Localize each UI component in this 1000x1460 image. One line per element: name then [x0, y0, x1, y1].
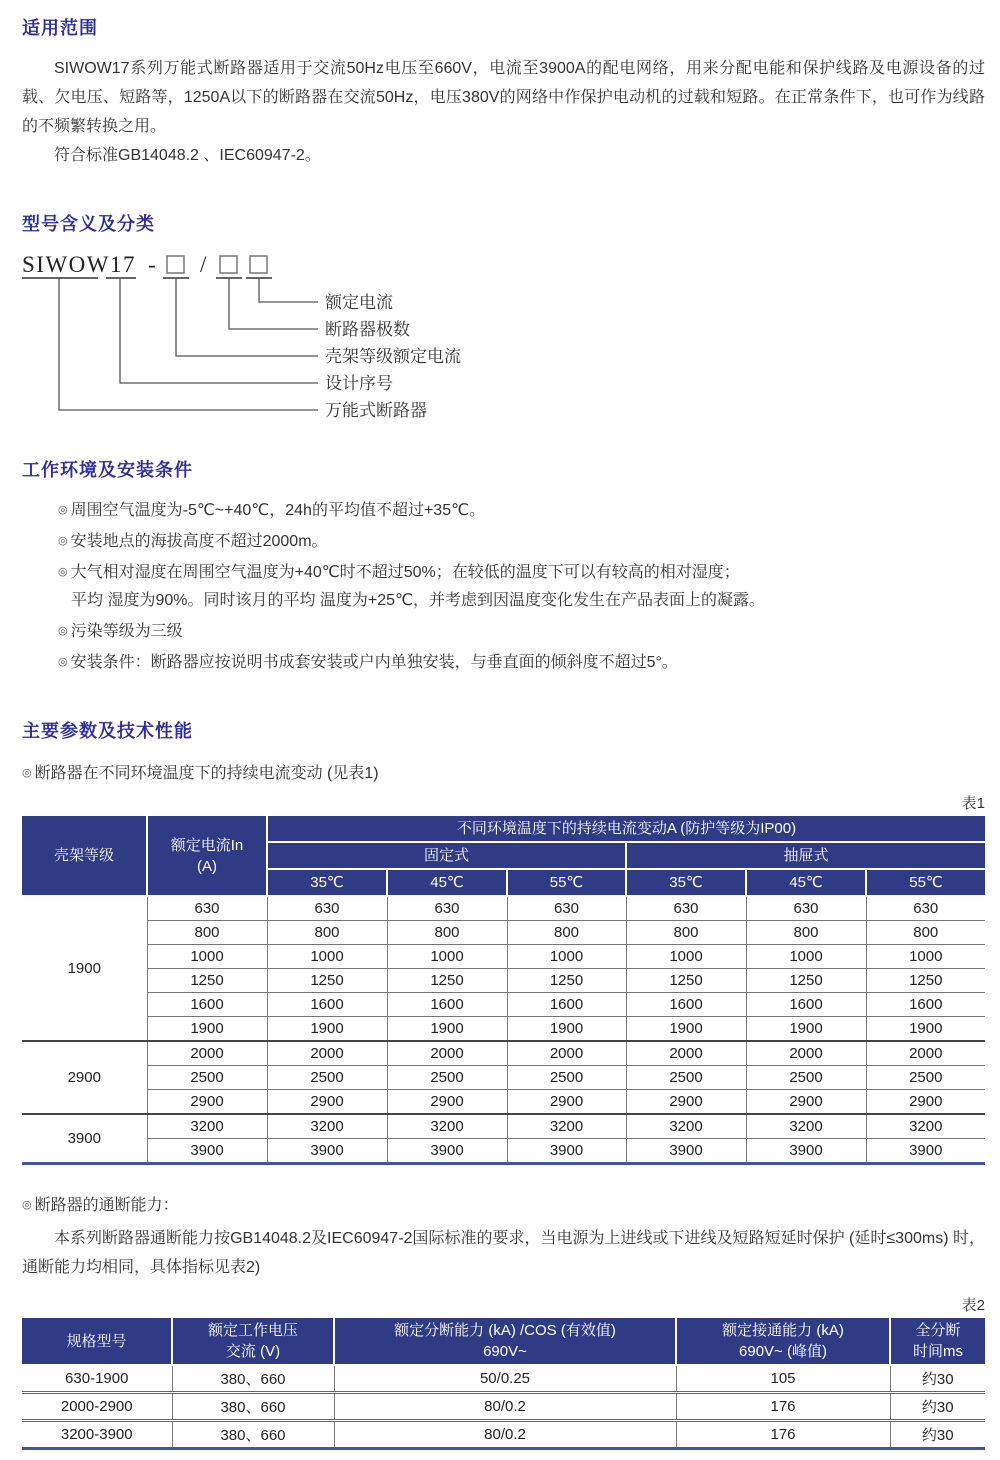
environment-bullet: [58, 558, 985, 615]
table2-cell: 50/0.25: [334, 1365, 676, 1393]
model-prefix-text: SIWOW: [22, 252, 110, 277]
current-value-cell: 630: [267, 896, 387, 921]
table1-header-temp: 55℃: [866, 869, 985, 896]
current-value-cell: 1250: [866, 969, 985, 993]
table2-header-voltage-line1: 额定工作电压: [207, 1322, 298, 1339]
table2-cell: 176: [676, 1421, 890, 1449]
current-value-cell: 2900: [267, 1090, 387, 1115]
model-label-rated-current: 额定电流: [325, 293, 393, 312]
environment-heading: 工作环境及安装条件: [22, 460, 193, 480]
table2-cell: 105: [676, 1365, 890, 1393]
table1-header-temp: 55℃: [507, 869, 626, 896]
current-value-cell: 2000: [866, 1041, 985, 1066]
model-series-text: 17: [110, 252, 136, 277]
scope-standards: 符合标准GB14048.2 、IEC60947-2。: [54, 147, 321, 164]
bullet-icon: ◎: [58, 625, 68, 637]
table2-cell: 80/0.2: [334, 1421, 676, 1449]
scope-paragraph: SIWOW17系列万能式断路器适用于交流50Hz电压至660V，电流至3900A的配电网络，用来分配电能和保护线路及电源设备的过载、欠电压、短路等，1250A以下的断路器在交流50Hz，电压380V的网络中作保护电动机的过载和短路。在正常条件下，也可作为线路的不频繁转换之用。: [22, 60, 985, 135]
current-value-cell: 2900: [866, 1090, 985, 1115]
table1-row: [22, 945, 985, 969]
leader-line-breaker-type: [59, 278, 318, 410]
table1-row: [22, 1090, 985, 1115]
table2-cell: 80/0.2: [334, 1393, 676, 1421]
table2-header: [22, 1318, 985, 1365]
environment-bullet-text-line2: 平均 湿度为90%。同时该月的平均 温度为+25℃，并考虑到因温度变化发生在产品表面上的凝露。: [71, 592, 766, 609]
table1-header-rated-current-line1: 额定电流In: [170, 836, 244, 854]
table1-row: [22, 993, 985, 1017]
current-value-cell: 630: [626, 896, 746, 921]
table2-cell: 630-1900: [22, 1365, 172, 1393]
environment-bullet: [58, 648, 985, 677]
current-value-cell: 2900: [507, 1090, 626, 1115]
current-value-cell: 2900: [746, 1090, 866, 1115]
current-value-cell: 3900: [147, 1139, 267, 1164]
environment-bullet: [58, 527, 985, 556]
table2-cell: 约30: [890, 1365, 985, 1393]
table2-cell: 约30: [890, 1393, 985, 1421]
model-label-design-serial: 设计序号: [325, 374, 393, 393]
model-box-poles: [220, 256, 237, 273]
table1-row: [22, 969, 985, 993]
frame-grade-cell: 3900: [22, 1114, 147, 1164]
table2-header-making: [676, 1318, 890, 1365]
current-value-cell: 2500: [387, 1066, 507, 1090]
table2-caption: 表2: [961, 1297, 985, 1314]
current-value-cell: 2500: [866, 1066, 985, 1090]
current-value-cell: 1250: [147, 969, 267, 993]
table2-header-breaking: [334, 1318, 676, 1365]
current-value-cell: 1900: [866, 1017, 985, 1042]
current-value-cell: 2500: [746, 1066, 866, 1090]
current-value-cell: 630: [866, 896, 985, 921]
current-value-cell: 1600: [147, 993, 267, 1017]
current-value-cell: 3900: [387, 1139, 507, 1164]
current-value-cell: 2000: [626, 1041, 746, 1066]
table1-body: [22, 896, 985, 1164]
current-value-cell: 1900: [147, 1017, 267, 1042]
current-value-cell: 2000: [147, 1041, 267, 1066]
current-value-cell: 1000: [626, 945, 746, 969]
leader-line-poles: [229, 278, 318, 329]
current-value-cell: 3900: [267, 1139, 387, 1164]
current-value-cell: 3900: [507, 1139, 626, 1164]
leader-line-frame-current: [176, 278, 318, 356]
current-value-cell: 2500: [507, 1066, 626, 1090]
current-value-cell: 3200: [267, 1114, 387, 1139]
bullet-icon: ◎: [22, 767, 32, 779]
environment-bullet-list: [22, 496, 985, 677]
current-value-cell: 1900: [626, 1017, 746, 1042]
model-structure-diagram: [22, 250, 985, 428]
current-value-cell: 1000: [267, 945, 387, 969]
table2-body: [22, 1365, 985, 1449]
table1-header-rated-current-line2: (A): [197, 857, 217, 875]
environment-bullet: [58, 617, 985, 646]
environment-bullet-text: 大气相对湿度在周围空气温度为+40℃时不超过50%；在较低的温度下可以有较高的相对湿度；: [70, 564, 740, 581]
current-value-cell: 630: [387, 896, 507, 921]
bullet-icon: ◎: [22, 1199, 32, 1211]
model-box-rated-current: [250, 256, 267, 273]
current-value-cell: 1000: [387, 945, 507, 969]
current-value-cell: 3200: [387, 1114, 507, 1139]
current-value-cell: 1250: [507, 969, 626, 993]
current-value-cell: 630: [507, 896, 626, 921]
bullet-icon: ◎: [58, 566, 68, 578]
table2-header-voltage-line2: 交流 (V): [225, 1343, 281, 1360]
table-breaking-capacity: [22, 1318, 985, 1450]
table1-row: [22, 1114, 985, 1139]
current-value-cell: 3900: [866, 1139, 985, 1164]
model-dash-text: -: [148, 252, 158, 277]
parameters-note-text: 断路器在不同环境温度下的持续电流变动 (见表1): [34, 765, 379, 782]
current-value-cell: 1250: [267, 969, 387, 993]
current-value-cell: 1250: [626, 969, 746, 993]
table2-cell: 380、660: [172, 1393, 334, 1421]
table2-header-making-line1: 额定接通能力 (kA): [722, 1322, 844, 1339]
table2-cell: 约30: [921, 1427, 954, 1444]
table2-header-time-line1: 全分断: [915, 1322, 961, 1339]
table1-caption: 表1: [961, 795, 985, 812]
current-value-cell: 2000: [267, 1041, 387, 1066]
current-value-cell: 1900: [267, 1017, 387, 1042]
bullet-icon: ◎: [58, 535, 68, 547]
model-box-frame-current: [167, 256, 184, 273]
current-value-cell: 1600: [267, 993, 387, 1017]
model-label-frame-current: 壳架等级额定电流: [325, 347, 461, 366]
table1-header-temp: 45℃: [746, 869, 866, 896]
leader-line-rated-current: [259, 278, 318, 302]
table1-row: [22, 1041, 985, 1066]
current-value-cell: 3200: [507, 1114, 626, 1139]
table1-row: [22, 921, 985, 945]
table1-row: [22, 1066, 985, 1090]
current-value-cell: 1600: [507, 993, 626, 1017]
environment-bullet-text: 周围空气温度为-5℃~+40℃，24h的平均值不超过+35℃。: [70, 502, 486, 519]
table2-header-breaking-line1: 额定分断能力 (kA) /COS (有效值): [394, 1322, 616, 1339]
current-value-cell: 1900: [507, 1017, 626, 1042]
current-value-cell: 2500: [626, 1066, 746, 1090]
environment-bullet-text: 安装条件：断路器应按说明书成套安装或户内单独安装，与垂直面的倾斜度不超过5°。: [70, 654, 678, 671]
table2-header-time: [890, 1318, 985, 1365]
table2-header-breaking-line2: 690V~: [483, 1343, 527, 1360]
current-value-cell: 1000: [866, 945, 985, 969]
current-value-cell: 800: [387, 921, 507, 945]
environment-bullet-text: 安装地点的海拔高度不超过2000m。: [70, 533, 328, 550]
current-value-cell: 3200: [147, 1114, 267, 1139]
current-value-cell: 630: [746, 896, 866, 921]
table1-header-drawer: 抽屉式: [626, 842, 985, 869]
breaking-bullet-line: [22, 1191, 985, 1220]
frame-grade-cell: 1900: [22, 896, 147, 1041]
current-value-cell: 1900: [746, 1017, 866, 1042]
current-value-cell: 2900: [626, 1090, 746, 1115]
frame-grade-cell: 2900: [22, 1041, 147, 1114]
table2-cell: 2000-2900: [22, 1393, 172, 1421]
parameters-note: [22, 759, 985, 788]
current-value-cell: 800: [147, 921, 267, 945]
breaking-bullet-text: 断路器的通断能力：: [34, 1197, 179, 1214]
table2-cell: 3200-3900: [22, 1421, 172, 1449]
table2-header-spec-line1: 规格型号: [66, 1332, 127, 1350]
current-value-cell: 1900: [387, 1017, 507, 1042]
table2-header-making-line2: 690V~ (峰值): [739, 1343, 827, 1360]
current-value-cell: 2500: [267, 1066, 387, 1090]
table2-row: [22, 1421, 985, 1449]
breaking-paragraph: 本系列断路器通断能力按GB14048.2及IEC60947-2国际标准的要求，当电源为上进线或下进线及短路短延时保护 (延时≤300ms) 时，通断能力均相同，具体指标见表2): [22, 1230, 985, 1276]
table1-header-frame: 壳架等级: [22, 816, 147, 896]
current-value-cell: 2900: [387, 1090, 507, 1115]
table2-header-spec: [22, 1318, 172, 1365]
current-value-cell: 1600: [866, 993, 985, 1017]
current-value-cell: 2000: [507, 1041, 626, 1066]
current-value-cell: 1600: [746, 993, 866, 1017]
current-value-cell: 1600: [626, 993, 746, 1017]
current-value-cell: 800: [267, 921, 387, 945]
current-value-cell: 800: [507, 921, 626, 945]
table1-header-rated-current: [147, 816, 267, 896]
table2-row: [22, 1365, 985, 1393]
table1-header-temp: 35℃: [267, 869, 387, 896]
current-value-cell: 1250: [387, 969, 507, 993]
table1-row: [22, 1139, 985, 1164]
current-value-cell: 2900: [147, 1090, 267, 1115]
table1-header-span-title: 不同环境温度下的持续电流变动A (防护等级为IP00): [267, 816, 985, 842]
table1-header-temp: 35℃: [626, 869, 746, 896]
model-label-breaker-type: 万能式断路器: [325, 401, 427, 420]
current-value-cell: 2000: [387, 1041, 507, 1066]
table2-cell: 380、660: [172, 1421, 334, 1449]
current-value-cell: 800: [866, 921, 985, 945]
current-value-cell: 2500: [147, 1066, 267, 1090]
table2-row: [22, 1393, 985, 1421]
environment-bullet: [58, 496, 985, 525]
current-value-cell: 800: [626, 921, 746, 945]
table2-header-time-line2: 时间ms: [913, 1343, 963, 1360]
model-heading: 型号含义及分类: [22, 214, 155, 234]
leader-line-design-serial: [120, 278, 318, 383]
bullet-icon: ◎: [58, 504, 68, 516]
current-value-cell: 1000: [507, 945, 626, 969]
environment-bullet-text: 污染等级为三级: [70, 623, 183, 640]
table2-header-voltage: [172, 1318, 334, 1365]
current-value-cell: 3200: [626, 1114, 746, 1139]
scope-heading: 适用范围: [22, 18, 98, 38]
table1-row: [22, 1017, 985, 1042]
model-slash-text: /: [200, 252, 208, 277]
current-value-cell: 800: [746, 921, 866, 945]
current-value-cell: 630: [147, 896, 267, 921]
table1-header: [22, 816, 985, 896]
table1-row: [22, 896, 985, 921]
current-value-cell: 1600: [387, 993, 507, 1017]
current-value-cell: 3900: [746, 1139, 866, 1164]
current-value-cell: 1000: [147, 945, 267, 969]
table2-cell: 176: [676, 1393, 890, 1421]
table1-header-fixed: 固定式: [267, 842, 626, 869]
current-value-cell: 1250: [746, 969, 866, 993]
current-value-cell: 2000: [746, 1041, 866, 1066]
table1-header-temp: 45℃: [387, 869, 507, 896]
model-label-poles: 断路器极数: [325, 320, 410, 339]
current-value-cell: 1000: [746, 945, 866, 969]
bullet-icon: ◎: [58, 656, 68, 668]
table-continuous-current: [22, 816, 985, 1165]
table2-cell: 380、660: [172, 1365, 334, 1393]
current-value-cell: 3200: [866, 1114, 985, 1139]
current-value-cell: 3900: [626, 1139, 746, 1164]
parameters-heading: 主要参数及技术性能: [22, 721, 193, 741]
current-value-cell: 3200: [746, 1114, 866, 1139]
